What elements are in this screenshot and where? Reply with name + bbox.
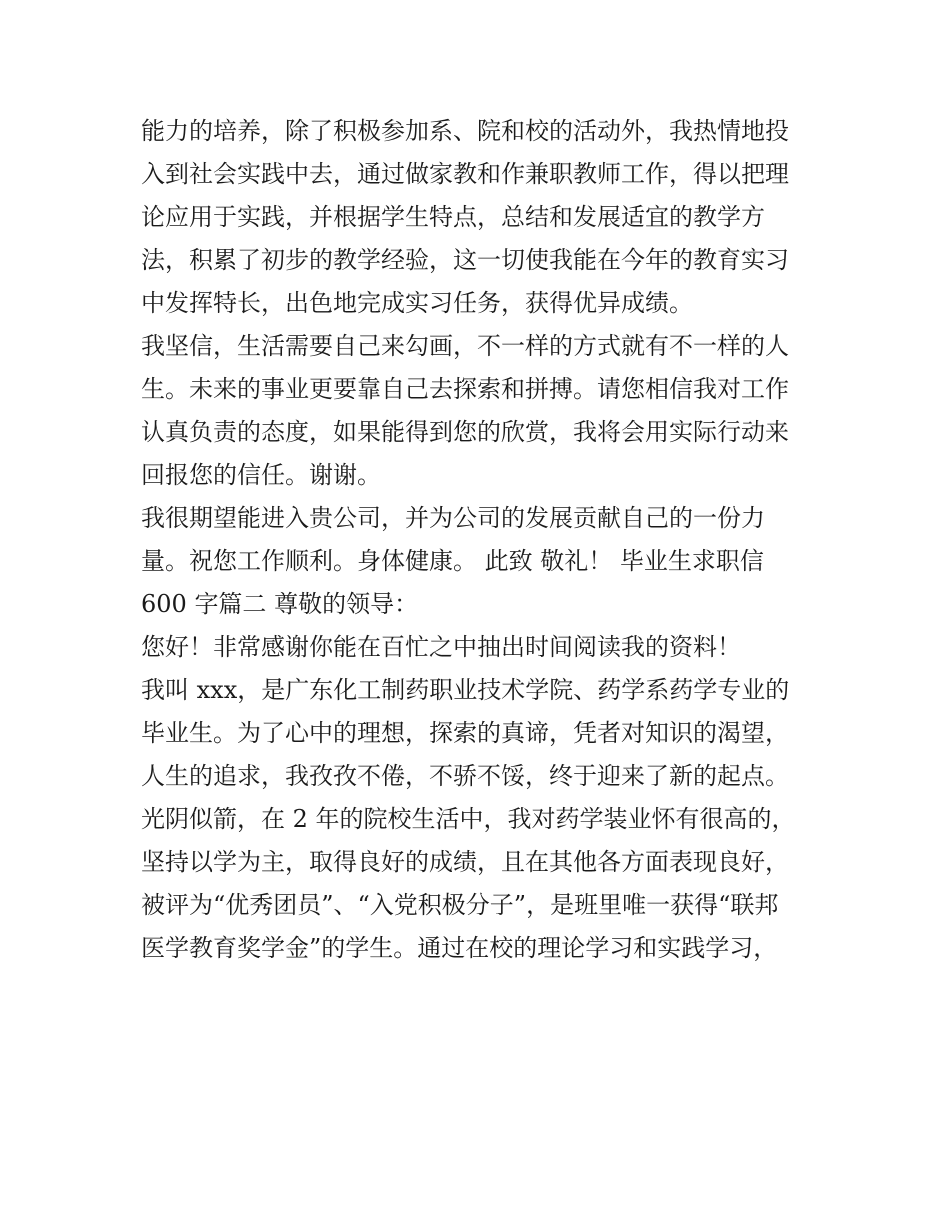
text-line: 我坚信，生活需要自己来勾画，不一样的方式就有不一样的人: [141, 332, 789, 360]
text-line: 量。祝您工作顺利。身体健康。 此致 敬礼！ 毕业生求职信: [141, 547, 764, 575]
text-line: 生。未来的事业更要靠自己去探索和拼搏。请您相信我对工作: [141, 375, 789, 403]
text-line: 认真负责的态度，如果能得到您的欣赏，我将会用实际行动来: [141, 418, 789, 446]
text-line: 法，积累了初步的教学经验，这一切使我能在今年的教育实习: [141, 246, 789, 274]
text-line: 坚持以学为主，取得良好的成绩，且在其他各方面表现良好，: [141, 848, 789, 876]
document-body: [141, 110, 821, 970]
text-line: 600 字篇二 尊敬的领导：: [141, 590, 419, 618]
text-line: 能力的培养，除了积极参加系、院和校的活动外，我热情地投: [141, 117, 789, 145]
text-line: 光阴似箭，在 2 年的院校生活中，我对药学装业怀有很高的，: [141, 805, 796, 833]
text-line: 我叫 xxx，是广东化工制药职业技术学院、药学系药学专业的: [141, 676, 790, 704]
text-line: 回报您的信任。谢谢。: [141, 461, 381, 489]
text-line: 医学教育奖学金”的学生。通过在校的理论学习和实践学习，: [141, 934, 778, 962]
text-line: 中发挥特长，出色地完成实习任务，获得优异成绩。: [141, 289, 693, 317]
text-line: 我很期望能进入贵公司，并为公司的发展贡献自己的一份力: [141, 504, 765, 532]
text-line: 论应用于实践，并根据学生特点，总结和发展适宜的教学方: [141, 203, 765, 231]
text-line: 入到社会实践中去，通过做家教和作兼职教师工作，得以把理: [141, 160, 789, 188]
text-line: 人生的追求，我孜孜不倦，不骄不馁，终于迎来了新的起点。: [141, 762, 789, 790]
text-line: 被评为“优秀团员”、“入党积极分子”，是班里唯一获得“联邦: [141, 891, 779, 919]
text-line: 毕业生。为了心中的理想，探索的真谛，凭者对知识的渴望，: [141, 719, 789, 747]
text-line: 您好！非常感谢你能在百忙之中抽出时间阅读我的资料！: [141, 633, 741, 661]
